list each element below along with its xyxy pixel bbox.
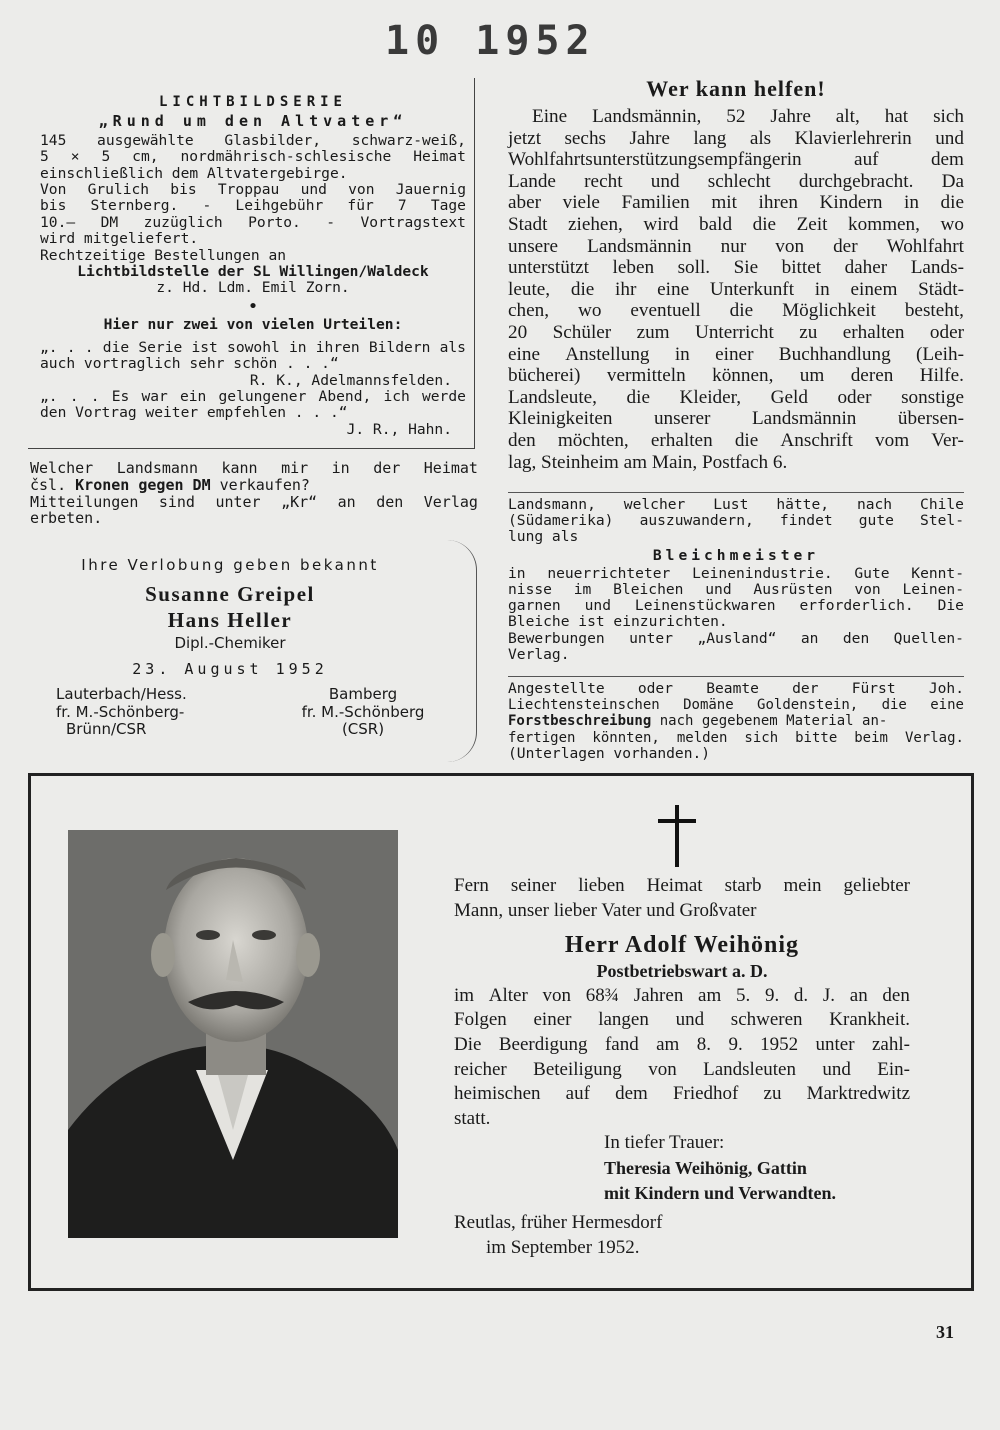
cross-icon — [658, 805, 696, 867]
review-line: „. . . die Serie ist sowohl in ihren Bildern als — [40, 338, 466, 356]
ad-separator: • — [248, 297, 258, 315]
engagement-date: 23. August 1952 — [132, 660, 328, 678]
deceased-title: Postbetriebswart a. D. — [596, 961, 768, 982]
groom-title: Dipl.-Chemiker — [174, 634, 286, 652]
article-line: 20 Schüler zum Unterricht zu erhalten oder — [508, 321, 964, 343]
left-origin: fr. M.-Schönberg- — [56, 702, 185, 721]
obit-body: statt. — [454, 1107, 491, 1129]
chile-line: garnen und Leinenstückwaren erforderlich. Die — [508, 597, 964, 615]
obit-body: heimischen auf dem Friedhof zu Marktredwitz — [454, 1083, 910, 1105]
portrait-photo — [68, 830, 398, 1238]
reviews-heading: Hier nur zwei von vielen Urteilen: — [103, 316, 403, 334]
obit-date: im September 1952. — [486, 1236, 640, 1258]
forst-line — [508, 713, 964, 729]
forst-line: (Unterlagen vorhanden.) — [508, 744, 711, 762]
chile-line: nisse im Bleichen und Ausrüsten von Leinen- — [508, 581, 964, 599]
engagement-intro: Ihre Verlobung geben bekannt — [81, 556, 379, 574]
ad-body-line: Von Grulich bis Troppau und von Jauernig — [40, 181, 466, 199]
kronen-line: Mitteilungen sind unter „Kr“ an den Verlag — [30, 492, 478, 511]
obit-body: im Alter von 68¾ Jahren am 5. 9. d. J. an den — [454, 984, 910, 1006]
bride-name: Susanne Greipel — [145, 582, 315, 606]
groom-name: Hans Heller — [167, 608, 293, 632]
groom-origin — [288, 686, 438, 739]
chile-line: in neuerrichteter Leinenindustrie. Gute Kennt- — [508, 564, 964, 582]
right-origin: fr. M.-Schönberg — [301, 702, 425, 721]
chile-line: Bewerbungen unter „Ausland“ an den Quellen- — [508, 629, 964, 647]
article-line: Kleinigkeiten unserer Landsmännin übersen- — [508, 408, 964, 430]
obit-body: Folgen einer langen und schweren Krankheit. — [454, 1009, 910, 1031]
review-line: „. . . Es war ein gelungener Abend, ich werde — [40, 387, 466, 405]
ad-subheading: „Rund um den Altvater“ — [98, 112, 408, 131]
page-number: 31 — [936, 1322, 954, 1342]
article-line: jetzt sechs Jahre lang als Klavierlehrerin und — [508, 127, 964, 149]
portrait-drawing — [68, 830, 398, 1238]
ad-body-line: wird mitgeliefert. — [40, 230, 199, 248]
help-article — [508, 76, 964, 473]
obituary-text — [454, 874, 910, 1260]
forst-line: fertigen könnten, melden sich bitte beim Verlag. — [508, 729, 964, 746]
obit-place: Reutlas, früher Hermesdorf — [454, 1212, 663, 1234]
job-title: Bleichmeister — [652, 546, 820, 564]
kronen-line: erbeten. — [30, 509, 103, 528]
forst-line: Angestellte oder Beamte der Fürst Joh. — [508, 680, 964, 697]
article-line: bücherei) vermitteln können, um deren Hilfe. — [508, 365, 964, 387]
forestry-ad — [508, 676, 964, 762]
left-origin: Brünn/CSR — [66, 720, 147, 738]
kronen-line — [30, 477, 478, 494]
article-line: unsere Landsmännin nur von der Wohlfahrt — [508, 235, 964, 257]
ad-body-line: einschließlich dem Altvatergebirge. — [40, 164, 348, 182]
article-line: Stadt ziehen, wird bald die Zeit kommen, wo — [508, 213, 964, 235]
kronen-line: Welcher Landsmann kann mir in der Heimat — [30, 459, 478, 477]
kronen-suffix: verkaufen? — [219, 475, 310, 494]
ad-body-line: 145 ausgewählte Glasbilder, schwarz-weiß, — [40, 131, 466, 149]
forst-line: Liechtensteinschen Domäne Goldenstein, die eine — [508, 697, 964, 714]
kronen-prefix: čsl. — [30, 475, 67, 494]
article-line: leute, die ihr eine Unterkunft in einem Städt- — [508, 278, 964, 300]
kronen-bold: Kronen gegen DM — [75, 475, 211, 494]
date-stamp: 10 1952 — [385, 18, 596, 64]
ad-address: Lichtbildstelle der SL Willingen/Waldeck — [77, 263, 429, 281]
engagement-announcement — [30, 540, 477, 762]
article-line: Landsleute, die Kleider, Geld oder sonstige — [508, 386, 964, 408]
article-line: den möchten, erhalten die Anschrift vom Ver- — [508, 429, 964, 451]
kronen-ad — [30, 460, 478, 527]
article-title: Wer kann helfen! — [646, 76, 826, 101]
review-author: J. R., Hahn. — [346, 420, 452, 438]
article-line: Lande recht und schlecht durchgebracht. Da — [508, 170, 964, 192]
ad-contact: z. Hd. Ldm. Emil Zorn. — [156, 279, 350, 297]
signer: mit Kindern und Verwandten. — [604, 1182, 837, 1203]
article-line: lag, Steinheim am Main, Postfach 6. — [508, 451, 788, 473]
chile-ad — [508, 492, 964, 663]
obit-body: Die Beerdigung fand am 8. 9. 1952 unter zahl- — [454, 1033, 910, 1055]
article-line: eine Anstellung in einer Buchhandlung (Leih- — [508, 343, 964, 365]
article-line: Eine Landsmännin, 52 Jahre alt, hat sich — [532, 106, 964, 127]
chile-line: Landsmann, welcher Lust hätte, nach Chile — [508, 496, 964, 513]
right-origin: (CSR) — [341, 720, 385, 738]
obit-intro: Fern seiner lieben Heimat starb mein geliebter — [454, 875, 910, 896]
ad-body-line: bis Sternberg. - Leihgebühr für 7 Tage — [40, 197, 466, 215]
forst-rest: nach gegebenem Material an- — [659, 713, 888, 730]
article-line: Wohlfahrtsunterstützungsempfängerin auf dem — [508, 149, 964, 171]
article-line: aber viele Familien mit ihren Kindern in die — [508, 192, 964, 214]
obit-intro: Mann, unser lieber Vater und Großvater — [454, 899, 757, 921]
forst-bold: Forstbeschreibung — [508, 713, 652, 730]
review-line: auch vortraglich sehr schön . . .“ — [40, 355, 339, 373]
obit-body: reicher Beteiligung von Landsleuten und Ein- — [454, 1058, 910, 1080]
ad-body-line: Rechtzeitige Bestellungen an — [40, 246, 287, 264]
slide-series-ad — [28, 78, 475, 449]
bride-origin — [56, 686, 256, 739]
article-line: chen, wo eventuell die Möglichkeit besteht, — [508, 300, 964, 322]
mourning-label: In tiefer Trauer: — [604, 1132, 725, 1154]
chile-line: lung als — [508, 528, 579, 546]
review-line: den Vortrag weiter empfehlen . . .“ — [40, 404, 348, 422]
ad-heading: LICHTBILDSERIE — [158, 94, 347, 110]
review-author: R. K., Adelmannsfelden. — [249, 371, 452, 389]
signer: Theresia Weihönig, Gattin — [604, 1157, 807, 1178]
chile-line: Verlag. — [508, 645, 570, 663]
ad-body-line: 10.— DM zuzüglich Porto. - Vortragstext — [40, 213, 466, 231]
right-place: Bamberg — [328, 685, 398, 703]
left-place: Lauterbach/Hess. — [56, 685, 187, 703]
chile-line: Bleiche ist einzurichten. — [508, 613, 728, 631]
chile-line: (Südamerika) auszuwandern, findet gute Stel- — [508, 512, 964, 530]
deceased-name: Herr Adolf Weihönig — [564, 932, 800, 959]
ad-body-line: 5 × 5 cm, nordmährisch-schlesische Heimat — [40, 148, 466, 166]
article-line: unterstützt leben soll. Sie bittet daher Lands- — [508, 257, 964, 279]
